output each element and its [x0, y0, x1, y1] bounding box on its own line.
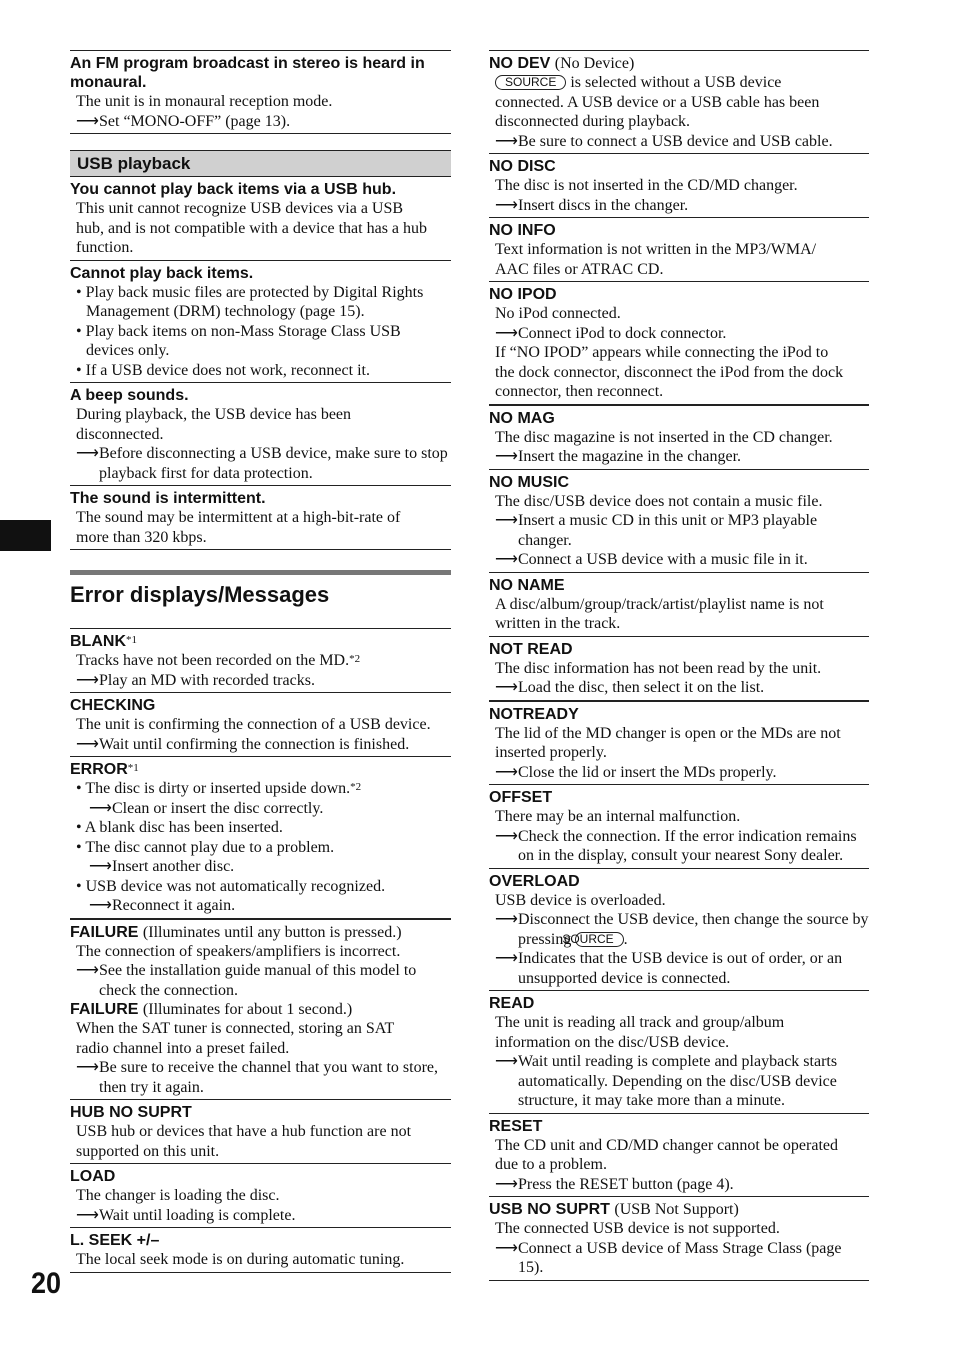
entry-load: LOAD The changer is loading the disc. ⟶Wait until loading is complete.	[70, 1163, 451, 1227]
section-title-error-displays: Error displays/Messages	[70, 570, 451, 628]
page-number: 20	[31, 1267, 62, 1300]
arrow-right-icon: ⟶	[495, 679, 518, 696]
entry-no-disc: NO DISC The disc is not inserted in the CD/MD changer. ⟶Insert discs in the changer.	[489, 153, 869, 217]
entry-usb-no-suprt: USB NO SUPRT (USB Not Support) The connected USB device is not supported. ⟶Connect a USB device of Mass Strage Class (page 15).	[489, 1196, 869, 1281]
source-button-label: SOURCE	[495, 75, 566, 90]
entry-error: ERROR$^{*1}$ • The disc is dirty or inserted upside down.$^{*2}$ ⟶Clean or insert the disc correctly. • A blank disc has been inserted. • The disc cannot play due to a problem. ⟶Insert another disc. • USB device was not automatically recognized. ⟶Reconnect it again.	[70, 756, 451, 918]
entry-intermittent: The sound is intermittent. The sound may be intermittent at a high-bit-rate of more than 320 kbps.	[70, 485, 451, 550]
entry-offset: OFFSET There may be an internal malfunction. ⟶Check the connection. If the error indication remains on in the display, consult your nearest Sony dealer.	[489, 784, 869, 868]
arrow-right-icon: ⟶	[76, 962, 99, 979]
arrow-right-icon: ⟶	[495, 1175, 518, 1193]
arrow-right-icon: ⟶	[76, 1059, 99, 1076]
right-column	[489, 50, 869, 1281]
arrow-right-icon: ⟶	[495, 911, 518, 928]
arrow-right-icon: ⟶	[495, 448, 518, 465]
arrow-right-icon: ⟶	[76, 1206, 99, 1224]
entry-fm-monaural: An FM program broadcast in stereo is heard in monaural. The unit is in monaural reception mode. ⟶Set “MONO-OFF” (page 13).	[70, 50, 451, 134]
arrow-right-icon: ⟶	[495, 551, 518, 568]
arrow-right-icon: ⟶	[76, 112, 99, 130]
arrow-right-icon: ⟶	[76, 671, 99, 689]
entry-no-name: NO NAME A disc/album/group/track/artist/playlist name is not written in the track.	[489, 572, 869, 636]
entry-notready: NOTREADY The lid of the MD changer is open or the MDs are not inserted properly. ⟶Close the lid or insert the MDs properly.	[489, 700, 869, 785]
arrow-right-icon: ⟶	[495, 950, 518, 967]
arrow-right-icon: ⟶	[89, 897, 112, 914]
entry-cannot-play: Cannot play back items. • Play back music files are protected by Digital Rights Management (DRM) technology (page 15). • Play back items on non-Mass Storage Class USB devices only. • If a USB device does not work, reconnect it.	[70, 260, 451, 383]
entry-failure: FAILURE (Illuminates until any button is pressed.) The connection of speakers/amplifiers is incorrect. ⟶See the installation guide manual of this model to check the connection. FAILURE (Illuminates for about 1 second.) When the SAT tuner is connected, storing an SAT radio channel into a preset failed. ⟶Be sure to receive the channel that you want to store, then try it again.	[70, 918, 451, 1100]
entry-no-info: NO INFO Text information is not written in the MP3/WMA/ AAC files or ATRAC CD.	[489, 217, 869, 281]
entry-not-read: NOT READ The disc information has not been read by the unit. ⟶Load the disc, then select it on the list.	[489, 636, 869, 700]
arrow-right-icon: ⟶	[495, 196, 518, 214]
entry-no-dev: NO DEV (No Device) SOURCE is selected without a USB device connected. A USB device or a USB cable has been disconnected during playback. ⟶Be sure to connect a USB device and USB cable.	[489, 50, 869, 153]
entry-heading: An FM program broadcast in stereo is heard in monaural.	[70, 55, 425, 91]
arrow-right-icon: ⟶	[495, 827, 518, 845]
entry-reset: RESET The CD unit and CD/MD changer cannot be operated due to a problem. ⟶Press the RESET button (page 4).	[489, 1113, 869, 1197]
arrow-right-icon: ⟶	[89, 799, 112, 817]
arrow-right-icon: ⟶	[495, 512, 518, 529]
entry-no-mag: NO MAG The disc magazine is not inserted in the CD changer. ⟶Insert the magazine in the changer.	[489, 404, 869, 469]
arrow-right-icon: ⟶	[495, 1239, 518, 1257]
left-column	[70, 50, 451, 1273]
arrow-right-icon: ⟶	[495, 1053, 518, 1070]
entry-checking: CHECKING The unit is confirming the connection of a USB device. ⟶Wait until confirming the connection is finished.	[70, 692, 451, 756]
arrow-right-icon: ⟶	[76, 445, 99, 462]
entry-hub-no-suprt: HUB NO SUPRT USB hub or devices that have a hub function are not supported on this unit.	[70, 1099, 451, 1163]
arrow-right-icon: ⟶	[495, 324, 518, 342]
section-tab-marker	[0, 520, 51, 551]
arrow-right-icon: ⟶	[89, 858, 112, 875]
entry-usb-hub: You cannot play back items via a USB hub. This unit cannot recognize USB devices via a USB hub, and is not compatible with a device that has a hub function.	[70, 181, 428, 256]
entry-beep: A beep sounds. During playback, the USB device has been disconnected. ⟶Before disconnecting a USB device, make sure to stop playback first for data protection.	[70, 382, 451, 485]
entry-no-ipod: NO IPOD No iPod connected. ⟶Connect iPod to dock connector. If “NO IPOD” appears while connecting the iPod to the dock connector, disconnect the iPod from the dock connector, then reconnect.	[489, 281, 869, 404]
entry-blank: BLANK$^{*1}$ Tracks have not been recorded on the MD.$^{*2}$ ⟶Play an MD with recorded tracks.	[70, 628, 451, 692]
section-heading-usb-playback: USB playback	[70, 150, 451, 177]
arrow-right-icon: ⟶	[76, 735, 99, 753]
arrow-right-icon: ⟶	[495, 763, 518, 781]
entry-l-seek: L. SEEK +/– The local seek mode is on during automatic tuning.	[70, 1227, 451, 1273]
source-button-label: SOURCE	[575, 932, 623, 947]
arrow-right-icon: ⟶	[495, 132, 518, 150]
entry-overload: OVERLOAD USB device is overloaded. ⟶Disconnect the USB device, then change the source by pressing SOURCE . ⟶Indicates that the USB device is out of order, or an unsupported device is connected.	[489, 868, 869, 991]
entry-read: READ The unit is reading all track and group/album information on the disc/USB device. ⟶Wait until reading is complete and playback starts automatically. Depending on the disc/USB device structure, it may take more than a minute.	[489, 990, 869, 1113]
entry-no-music: NO MUSIC The disc/USB device does not contain a music file. ⟶Insert a music CD in this unit or MP3 playable changer. ⟶Connect a USB device with a music file in it.	[489, 469, 869, 572]
